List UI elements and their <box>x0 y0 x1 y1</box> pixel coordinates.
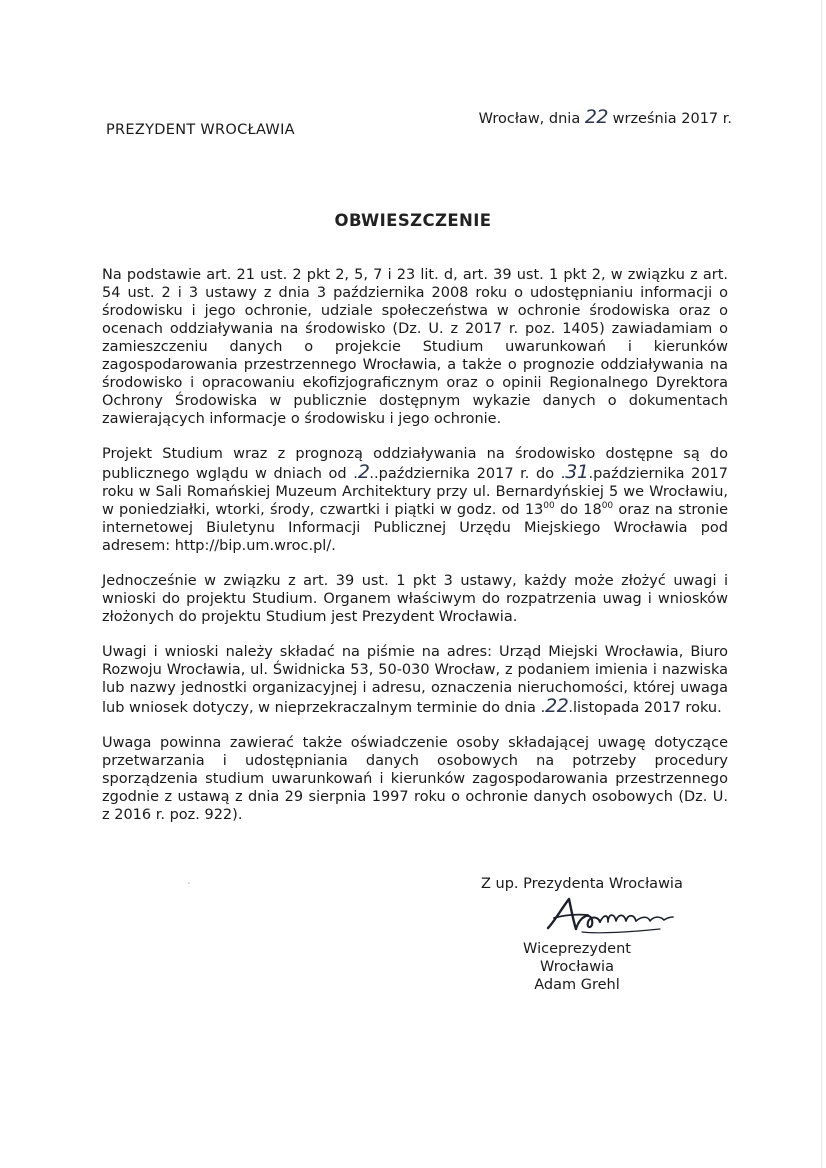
para2-text-4: do <box>559 502 579 518</box>
fill-dots: . <box>568 700 573 716</box>
handwritten-end-day: 31 <box>565 461 589 483</box>
paragraph-public-access <box>102 445 728 555</box>
on-behalf-line: Z up. Prezydenta Wrocławia <box>481 876 683 892</box>
paragraph-submission-right: Jednocześnie w związku z art. 39 ust. 1 pkt 3 ustawy, każdy może złożyć uwagi i wnioski do projektu Studium. Organem właściwym do rozpatrzenia uwag i wniosków złożonych do projektu Studium jest Prezydent Wrocławia. <box>102 573 728 625</box>
para4-text-1: Uwagi i wnioski należy składać na piśmie na adres: Urząd Miejski Wrocławia, Biuro Rozwoju Wrocławia, ul. Świdnicka 53, 50-030 Wrocław, z podaniem imienia i nazwiska lub nazwy jednostki organizacyjnej i adresu, oznaczenia nieruchomości, której uwaga lub wniosek dotyczy, w nieprzekraczalnym terminie do dnia <box>102 644 728 716</box>
para2-text-1: Projekt Studium wraz z prognozą oddziaływania na środowisko dostępne są do publicznego wglądu w dniach od <box>102 446 728 482</box>
document-title: OBWIESZCZENIE <box>334 211 492 230</box>
paragraph-submission-address <box>102 643 728 717</box>
signatory-name: Adam Grehl <box>534 977 620 993</box>
handwritten-deadline-day: 22 <box>545 695 569 717</box>
fill-dots: . <box>560 466 566 482</box>
hour-to: 18 <box>583 502 602 518</box>
para4-text-2: listopada 2017 roku. <box>572 700 722 716</box>
handwritten-start-day: 2 <box>357 461 370 483</box>
signatory-role: Wiceprezydent Wrocławia <box>523 941 631 975</box>
hour-from-minutes: 00 <box>543 501 555 511</box>
hour-from: 13 <box>524 502 544 518</box>
sender: PREZYDENT WROCŁAWIA <box>106 122 295 138</box>
date-line <box>479 106 732 128</box>
handwritten-signature <box>542 892 678 944</box>
scan-speck <box>188 882 190 884</box>
scan-edge-line <box>821 0 822 1168</box>
fill-dots: .. <box>369 466 379 482</box>
para2-text-5: oraz na stronie internetowej Biuletynu Informacji Publicznej Urzędu Miejskiego Wrocławia pod adresem: http://bip.um.wroc.pl/. <box>102 502 729 554</box>
para2-text-2: października 2017 r. do <box>378 466 555 482</box>
hour-to-minutes: 00 <box>601 501 614 511</box>
paragraph-data-consent: Uwaga powinna zawierać także oświadczenie osoby składającej uwagę dotyczące przetwarzania i udostępniania danych osobowych na potrzeby procedury sporządzenia studium uwarunkowań i kierunków zagospodarowania przestrzennego zgodnie z ustawą z dnia 29 sierpnia 1997 roku o ochronie danych osobowych (Dz. U. z 2016 r. poz. 922). <box>102 735 728 823</box>
document-body <box>102 266 728 841</box>
fill-dots: . <box>588 466 594 482</box>
date-suffix: września 2017 r. <box>612 111 732 127</box>
fill-dots: . <box>353 466 358 482</box>
para2-text-3: października 2017 roku w Sali Romańskiej Muzeum Architektury przy ul. Bernardyńskiej 5 we Wrocławiu, w poniedziałki, wtorki, środy, czwartki i piątki w godz. od <box>102 466 729 518</box>
signatory-block <box>486 940 668 994</box>
signature-drawing <box>542 892 678 940</box>
date-prefix: Wrocław, dnia <box>478 111 581 127</box>
fill-dots: . <box>540 700 546 716</box>
paragraph-legal-basis: Na podstawie art. 21 ust. 2 pkt 2, 5, 7 i 23 lit. d, art. 39 ust. 1 pkt 2, w związku z art. 54 ust. 2 i 3 ustawy z dnia 3 października 2008 roku o udostępnianiu informacji o środowisku i jego ochronie, udziale społeczeństwa w ochronie środowiska oraz o ocenach oddziaływania na środowisko (Dz. U. z 2017 r. poz. 1405) zawiadamiam o zamieszczeniu danych o projekcie Studium uwarunkowań i kierunków zagospodarowania przestrzennego Wrocławia, a także o prognozie oddziaływania na środowisko i opracowaniu ekofizjograficznym oraz o opinii Regionalnego Dyrektora Ochrony Środowiska w publicznie dostępnym wykazie danych o dokumentach zawierających informacje o środowisku i jego ochronie. <box>102 267 728 427</box>
handwritten-date-day: 22 <box>584 106 609 128</box>
